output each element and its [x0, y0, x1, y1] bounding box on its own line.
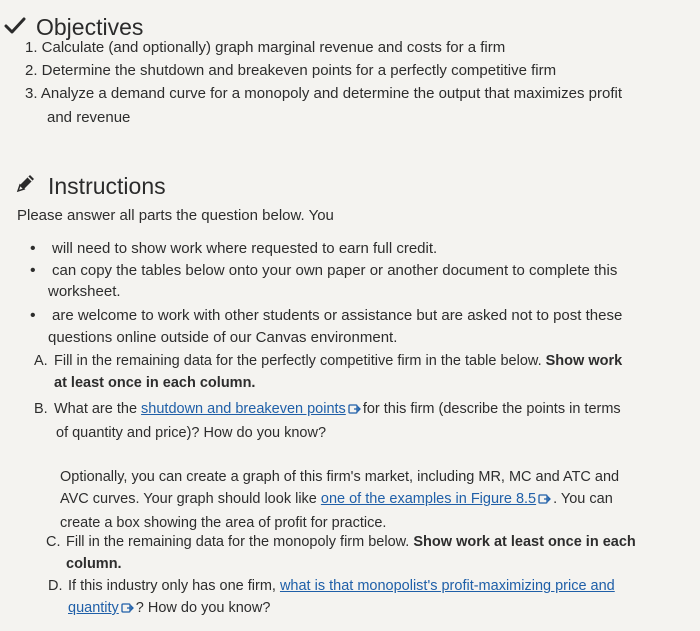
objective-item: 3. Analyze a demand curve for a monopoly and determine the output that maximizes profit — [25, 85, 622, 102]
part-a — [34, 351, 674, 393]
part-letter: A. — [34, 353, 48, 369]
optional-paragraph: Optionally, you can create a graph of this firm's market, including MR, MC and ATC and AVC curves. Your graph should look like one of the examples in Figure 8.5 . You can create a box showing the area of profit for practice. — [60, 469, 620, 531]
objectives-list — [25, 37, 622, 128]
instructions-intro: Please answer all parts the question below. You — [17, 207, 334, 224]
part-b-continued: of quantity and price)? How do you know? — [56, 425, 327, 441]
part-a-text: Fill in the remaining data for the perfectly competitive firm in the table below. — [54, 353, 542, 369]
checkmark-icon — [4, 14, 26, 41]
bullet-icon: • — [30, 240, 36, 257]
part-c: C. Fill in the remaining data for the monopoly firm below. Show work at least once in each column. — [46, 534, 636, 572]
monopolist-profit-link[interactable]: what is that monopolist's profit-maximizing price and — [279, 578, 615, 594]
external-link-icon[interactable] — [121, 600, 134, 620]
list-item-continued: worksheet. — [48, 283, 121, 300]
part-letter: B. — [34, 401, 48, 417]
pencil-icon — [14, 171, 38, 201]
bullet-icon: • — [30, 307, 36, 324]
instructions-heading — [14, 171, 166, 201]
part-c-bold-continued: column. — [66, 556, 122, 572]
part-a-bold: Show work — [545, 353, 623, 369]
instructions-title: Instructions — [48, 172, 166, 199]
external-link-icon[interactable] — [538, 490, 551, 512]
part-letter: C. — [46, 534, 61, 550]
list-item: • are welcome to work with other students or assistance but are asked not to post these — [30, 307, 623, 324]
bullet-icon: • — [30, 262, 36, 279]
external-link-icon[interactable] — [348, 401, 361, 421]
part-d: D. If this industry only has one firm, what is that monopolist's profit-maximizing price and quantity ? How do you know? — [48, 576, 668, 620]
objectives-title: Objectives — [36, 14, 144, 40]
part-a-bold-continued: at least once in each column. — [54, 375, 256, 391]
objective-item: 2. Determine the shutdown and breakeven points for a perfectly competitive firm — [25, 62, 557, 79]
list-item-continued: questions online outside of our Canvas environment. — [48, 329, 398, 346]
list-item: • can copy the tables below onto your own paper or another document to complete this — [30, 262, 618, 279]
objective-item: 1. Calculate (and optionally) graph marginal revenue and costs for a firm — [25, 39, 506, 56]
part-b: B. What are the shutdown and breakeven points for this firm (describe the points in terms of quantity and price)? How do you know? — [34, 399, 674, 443]
objective-item-continued: and revenue — [47, 109, 131, 126]
figure-8-5-link[interactable]: one of the examples in Figure 8.5 — [320, 491, 537, 507]
monopolist-quantity-link[interactable]: quantity — [68, 600, 119, 616]
shutdown-breakeven-link[interactable]: shutdown and breakeven points — [141, 401, 346, 417]
list-item: • will need to show work where requested to earn full credit. — [30, 240, 438, 257]
instructions-bullets — [30, 239, 650, 348]
part-letter: D. — [48, 578, 63, 594]
